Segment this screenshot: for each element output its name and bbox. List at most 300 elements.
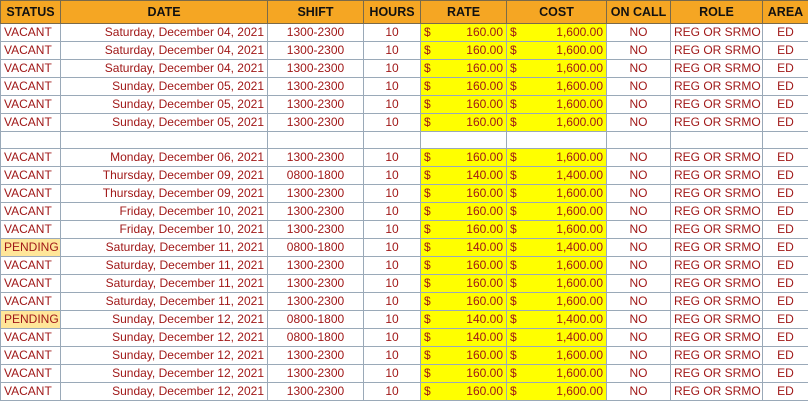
cell-shift[interactable]	[268, 132, 364, 149]
cost-amount: 1,400.00	[556, 240, 603, 254]
cell-role[interactable]: REG OR SRMO	[671, 185, 763, 203]
currency-symbol: $	[510, 115, 517, 129]
cell-cost[interactable]	[507, 257, 607, 275]
cell-shift[interactable]: 1300-2300	[268, 365, 364, 383]
rate-amount: 160.00	[466, 366, 503, 380]
cell-shift[interactable]: 1300-2300	[268, 347, 364, 365]
cell-cost[interactable]	[507, 78, 607, 96]
cell-cost[interactable]	[507, 149, 607, 167]
cost-amount: 1,600.00	[556, 276, 603, 290]
cell-role[interactable]: REG OR SRMO	[671, 383, 763, 401]
table-row	[1, 78, 808, 96]
currency-symbol: $	[424, 25, 431, 39]
cell-rate[interactable]	[421, 293, 507, 311]
cell-status[interactable]: VACANT	[1, 185, 61, 203]
currency-symbol: $	[510, 79, 517, 93]
header-area[interactable]: AREA	[763, 1, 808, 24]
rate-amount: 140.00	[466, 312, 503, 326]
cell-hours[interactable]: 10	[364, 167, 421, 185]
currency-symbol: $	[424, 150, 431, 164]
header-row	[1, 1, 808, 24]
table-row	[1, 114, 808, 132]
cell-rate[interactable]	[421, 257, 507, 275]
cell-on-call[interactable]: NO	[607, 203, 671, 221]
cell-area[interactable]: ED	[763, 329, 808, 347]
cell-area[interactable]: ED	[763, 24, 808, 42]
currency-symbol: $	[424, 61, 431, 75]
cell-rate[interactable]	[421, 239, 507, 257]
currency-symbol: $	[510, 186, 517, 200]
cell-shift[interactable]: 1300-2300	[268, 149, 364, 167]
cell-rate[interactable]	[421, 167, 507, 185]
cost-amount: 1,600.00	[556, 61, 603, 75]
cell-status[interactable]: VACANT	[1, 78, 61, 96]
currency-symbol: $	[510, 384, 517, 398]
cell-role[interactable]: REG OR SRMO	[671, 42, 763, 60]
cell-on-call[interactable]: NO	[607, 185, 671, 203]
cell-on-call[interactable]: NO	[607, 311, 671, 329]
cell-role[interactable]: REG OR SRMO	[671, 329, 763, 347]
cell-date[interactable]: Thursday, December 09, 2021	[61, 167, 268, 185]
table-row	[1, 257, 808, 275]
currency-symbol: $	[424, 222, 431, 236]
cell-date[interactable]: Sunday, December 05, 2021	[61, 78, 268, 96]
cell-status[interactable]: VACANT	[1, 203, 61, 221]
cell-area[interactable]: ED	[763, 96, 808, 114]
cell-status[interactable]: VACANT	[1, 329, 61, 347]
cell-rate[interactable]	[421, 132, 507, 149]
cell-hours[interactable]: 10	[364, 60, 421, 78]
currency-symbol: $	[510, 168, 517, 182]
cell-rate[interactable]	[421, 203, 507, 221]
cell-date[interactable]: Saturday, December 11, 2021	[61, 293, 268, 311]
cell-hours[interactable]: 10	[364, 185, 421, 203]
cell-on-call[interactable]: NO	[607, 347, 671, 365]
currency-symbol: $	[424, 115, 431, 129]
cell-status[interactable]: VACANT	[1, 221, 61, 239]
cell-status[interactable]: VACANT	[1, 347, 61, 365]
table-row	[1, 42, 808, 60]
table-row	[1, 167, 808, 185]
header-on-call[interactable]: ON CALL	[607, 1, 671, 24]
cell-hours[interactable]: 10	[364, 78, 421, 96]
table-row	[1, 365, 808, 383]
cell-on-call[interactable]: NO	[607, 167, 671, 185]
cell-rate[interactable]	[421, 96, 507, 114]
cell-cost[interactable]	[507, 24, 607, 42]
currency-symbol: $	[510, 240, 517, 254]
cost-amount: 1,600.00	[556, 348, 603, 362]
cell-rate[interactable]	[421, 347, 507, 365]
cell-rate[interactable]	[421, 60, 507, 78]
currency-symbol: $	[510, 43, 517, 57]
cell-shift[interactable]: 1300-2300	[268, 60, 364, 78]
cell-cost[interactable]	[507, 365, 607, 383]
cell-rate[interactable]	[421, 149, 507, 167]
header-cost[interactable]: COST	[507, 1, 607, 24]
cell-role[interactable]: REG OR SRMO	[671, 293, 763, 311]
cell-status[interactable]: VACANT	[1, 383, 61, 401]
table-row	[1, 329, 808, 347]
currency-symbol: $	[510, 97, 517, 111]
cell-status[interactable]: VACANT	[1, 293, 61, 311]
table-row	[1, 275, 808, 293]
cell-date[interactable]: Saturday, December 04, 2021	[61, 24, 268, 42]
cell-date[interactable]: Monday, December 06, 2021	[61, 149, 268, 167]
cell-cost[interactable]	[507, 132, 607, 149]
cell-date[interactable]: Sunday, December 12, 2021	[61, 347, 268, 365]
cell-role[interactable]	[671, 132, 763, 149]
cell-cost[interactable]	[507, 329, 607, 347]
cost-amount: 1,600.00	[556, 384, 603, 398]
cell-hours[interactable]: 10	[364, 24, 421, 42]
rate-amount: 160.00	[466, 43, 503, 57]
rate-amount: 160.00	[466, 222, 503, 236]
currency-symbol: $	[510, 258, 517, 272]
cell-cost[interactable]	[507, 311, 607, 329]
cost-amount: 1,600.00	[556, 204, 603, 218]
cell-role[interactable]: REG OR SRMO	[671, 60, 763, 78]
currency-symbol: $	[424, 204, 431, 218]
cell-date[interactable]	[61, 132, 268, 149]
cell-date[interactable]: Sunday, December 12, 2021	[61, 383, 268, 401]
cell-hours[interactable]: 10	[364, 203, 421, 221]
cell-hours[interactable]: 10	[364, 365, 421, 383]
cell-role[interactable]: REG OR SRMO	[671, 149, 763, 167]
cell-date[interactable]: Saturday, December 11, 2021	[61, 239, 268, 257]
cell-on-call[interactable]: NO	[607, 60, 671, 78]
cell-rate[interactable]	[421, 383, 507, 401]
header-status[interactable]: STATUS	[1, 1, 61, 24]
cell-on-call[interactable]: NO	[607, 149, 671, 167]
cell-status[interactable]: VACANT	[1, 167, 61, 185]
rate-amount: 160.00	[466, 384, 503, 398]
cell-area[interactable]: ED	[763, 347, 808, 365]
currency-symbol: $	[510, 25, 517, 39]
currency-symbol: $	[424, 97, 431, 111]
table-row	[1, 96, 808, 114]
cell-status[interactable]: VACANT	[1, 365, 61, 383]
cell-on-call[interactable]: NO	[607, 365, 671, 383]
cell-on-call[interactable]: NO	[607, 78, 671, 96]
cost-amount: 1,600.00	[556, 186, 603, 200]
table-row	[1, 293, 808, 311]
empty-row	[1, 132, 808, 149]
rate-amount: 140.00	[466, 240, 503, 254]
cell-date[interactable]: Sunday, December 05, 2021	[61, 96, 268, 114]
cell-shift[interactable]: 1300-2300	[268, 24, 364, 42]
cell-date[interactable]: Friday, December 10, 2021	[61, 221, 268, 239]
rate-amount: 160.00	[466, 97, 503, 111]
rate-amount: 140.00	[466, 330, 503, 344]
cell-rate[interactable]	[421, 42, 507, 60]
cell-shift[interactable]: 1300-2300	[268, 293, 364, 311]
cost-amount: 1,600.00	[556, 366, 603, 380]
cell-hours[interactable]: 10	[364, 347, 421, 365]
rate-amount: 160.00	[466, 186, 503, 200]
rate-amount: 160.00	[466, 61, 503, 75]
currency-symbol: $	[510, 348, 517, 362]
cell-status[interactable]: VACANT	[1, 275, 61, 293]
cell-rate[interactable]	[421, 114, 507, 132]
cell-rate[interactable]	[421, 311, 507, 329]
cell-area[interactable]: ED	[763, 221, 808, 239]
cell-hours[interactable]: 10	[364, 293, 421, 311]
cell-on-call[interactable]: NO	[607, 329, 671, 347]
cell-status[interactable]: VACANT	[1, 60, 61, 78]
cell-role[interactable]: REG OR SRMO	[671, 275, 763, 293]
cell-cost[interactable]	[507, 185, 607, 203]
cell-area[interactable]: ED	[763, 42, 808, 60]
cell-rate[interactable]	[421, 329, 507, 347]
currency-symbol: $	[510, 312, 517, 326]
cost-amount: 1,600.00	[556, 97, 603, 111]
cell-area[interactable]: ED	[763, 149, 808, 167]
currency-symbol: $	[510, 204, 517, 218]
cell-on-call[interactable]: NO	[607, 239, 671, 257]
cell-cost[interactable]	[507, 221, 607, 239]
cost-amount: 1,600.00	[556, 115, 603, 129]
cell-date[interactable]: Saturday, December 04, 2021	[61, 42, 268, 60]
rate-amount: 160.00	[466, 276, 503, 290]
cell-date[interactable]: Friday, December 10, 2021	[61, 203, 268, 221]
cell-role[interactable]: REG OR SRMO	[671, 221, 763, 239]
cell-hours[interactable]: 10	[364, 114, 421, 132]
currency-symbol: $	[424, 186, 431, 200]
rate-amount: 160.00	[466, 79, 503, 93]
currency-symbol: $	[424, 330, 431, 344]
rate-amount: 160.00	[466, 25, 503, 39]
cell-hours[interactable]: 10	[364, 383, 421, 401]
cell-shift[interactable]: 0800-1800	[268, 167, 364, 185]
cell-hours[interactable]: 10	[364, 329, 421, 347]
cell-area[interactable]: ED	[763, 275, 808, 293]
currency-symbol: $	[424, 312, 431, 326]
cell-cost[interactable]	[507, 167, 607, 185]
cost-amount: 1,600.00	[556, 43, 603, 57]
cell-area[interactable]	[763, 132, 808, 149]
cell-rate[interactable]	[421, 275, 507, 293]
cell-status[interactable]: VACANT	[1, 257, 61, 275]
table-row	[1, 239, 808, 257]
cell-area[interactable]: ED	[763, 203, 808, 221]
cell-shift[interactable]: 1300-2300	[268, 96, 364, 114]
currency-symbol: $	[424, 258, 431, 272]
currency-symbol: $	[424, 294, 431, 308]
cell-shift[interactable]: 1300-2300	[268, 78, 364, 96]
cost-amount: 1,400.00	[556, 312, 603, 326]
cell-date[interactable]: Saturday, December 11, 2021	[61, 275, 268, 293]
cell-status[interactable]	[1, 132, 61, 149]
cell-date[interactable]: Sunday, December 12, 2021	[61, 365, 268, 383]
table-row	[1, 383, 808, 401]
cell-shift[interactable]: 1300-2300	[268, 383, 364, 401]
cell-hours[interactable]: 10	[364, 221, 421, 239]
table-row	[1, 203, 808, 221]
currency-symbol: $	[510, 61, 517, 75]
cell-status[interactable]: PENDING	[1, 239, 61, 257]
cell-hours[interactable]: 10	[364, 149, 421, 167]
cell-role[interactable]: REG OR SRMO	[671, 203, 763, 221]
cell-shift[interactable]: 1300-2300	[268, 275, 364, 293]
cell-date[interactable]: Saturday, December 11, 2021	[61, 257, 268, 275]
cost-amount: 1,600.00	[556, 294, 603, 308]
cell-cost[interactable]	[507, 293, 607, 311]
table-row	[1, 60, 808, 78]
cost-amount: 1,400.00	[556, 330, 603, 344]
currency-symbol: $	[510, 330, 517, 344]
cell-rate[interactable]	[421, 365, 507, 383]
cell-cost[interactable]	[507, 239, 607, 257]
cell-hours[interactable]: 10	[364, 96, 421, 114]
table-row	[1, 311, 808, 329]
currency-symbol: $	[424, 276, 431, 290]
cell-cost[interactable]	[507, 347, 607, 365]
cell-on-call[interactable]: NO	[607, 257, 671, 275]
cell-on-call[interactable]: NO	[607, 221, 671, 239]
cell-shift[interactable]: 0800-1800	[268, 239, 364, 257]
cell-hours[interactable]: 10	[364, 275, 421, 293]
cell-area[interactable]: ED	[763, 239, 808, 257]
cell-area[interactable]: ED	[763, 293, 808, 311]
cell-role[interactable]: REG OR SRMO	[671, 96, 763, 114]
cell-date[interactable]: Sunday, December 12, 2021	[61, 311, 268, 329]
cell-rate[interactable]	[421, 78, 507, 96]
cell-hours[interactable]: 10	[364, 239, 421, 257]
cell-cost[interactable]	[507, 96, 607, 114]
cost-amount: 1,600.00	[556, 150, 603, 164]
currency-symbol: $	[424, 366, 431, 380]
cell-date[interactable]: Sunday, December 12, 2021	[61, 329, 268, 347]
header-shift[interactable]: SHIFT	[268, 1, 364, 24]
cell-on-call[interactable]: NO	[607, 293, 671, 311]
currency-symbol: $	[424, 348, 431, 362]
table-row	[1, 347, 808, 365]
cost-amount: 1,600.00	[556, 25, 603, 39]
cell-area[interactable]: ED	[763, 185, 808, 203]
cost-amount: 1,600.00	[556, 79, 603, 93]
cell-date[interactable]: Thursday, December 09, 2021	[61, 185, 268, 203]
cell-area[interactable]: ED	[763, 78, 808, 96]
cell-on-call[interactable]: NO	[607, 275, 671, 293]
cell-shift[interactable]: 0800-1800	[268, 329, 364, 347]
cell-hours[interactable]	[364, 132, 421, 149]
cell-shift[interactable]: 1300-2300	[268, 185, 364, 203]
cell-on-call[interactable]: NO	[607, 96, 671, 114]
table-row	[1, 149, 808, 167]
cell-status[interactable]: VACANT	[1, 114, 61, 132]
cell-cost[interactable]	[507, 114, 607, 132]
header-role[interactable]: ROLE	[671, 1, 763, 24]
rate-amount: 160.00	[466, 204, 503, 218]
cell-status[interactable]: VACANT	[1, 149, 61, 167]
cell-area[interactable]: ED	[763, 311, 808, 329]
cell-rate[interactable]	[421, 221, 507, 239]
cell-on-call[interactable]: NO	[607, 114, 671, 132]
cell-cost[interactable]	[507, 203, 607, 221]
cell-on-call[interactable]: NO	[607, 24, 671, 42]
currency-symbol: $	[510, 276, 517, 290]
currency-symbol: $	[424, 384, 431, 398]
cell-rate[interactable]	[421, 24, 507, 42]
rate-amount: 160.00	[466, 258, 503, 272]
cell-rate[interactable]	[421, 185, 507, 203]
table-row	[1, 24, 808, 42]
rate-amount: 140.00	[466, 168, 503, 182]
cell-status[interactable]: VACANT	[1, 42, 61, 60]
cell-role[interactable]: REG OR SRMO	[671, 347, 763, 365]
cell-role[interactable]: REG OR SRMO	[671, 114, 763, 132]
cell-shift[interactable]: 1300-2300	[268, 203, 364, 221]
header-rate[interactable]: RATE	[421, 1, 507, 24]
currency-symbol: $	[510, 150, 517, 164]
cell-area[interactable]: ED	[763, 257, 808, 275]
cell-on-call[interactable]: NO	[607, 383, 671, 401]
currency-symbol: $	[424, 79, 431, 93]
cell-hours[interactable]: 10	[364, 257, 421, 275]
cell-role[interactable]: REG OR SRMO	[671, 311, 763, 329]
cell-area[interactable]: ED	[763, 114, 808, 132]
cell-date[interactable]: Sunday, December 05, 2021	[61, 114, 268, 132]
currency-symbol: $	[424, 43, 431, 57]
cell-status[interactable]: VACANT	[1, 24, 61, 42]
cell-date[interactable]: Saturday, December 04, 2021	[61, 60, 268, 78]
cell-shift[interactable]: 1300-2300	[268, 114, 364, 132]
rate-amount: 160.00	[466, 115, 503, 129]
cell-hours[interactable]: 10	[364, 311, 421, 329]
cell-cost[interactable]	[507, 60, 607, 78]
cell-area[interactable]: ED	[763, 383, 808, 401]
cell-role[interactable]: REG OR SRMO	[671, 78, 763, 96]
rate-amount: 160.00	[466, 348, 503, 362]
cell-status[interactable]: PENDING	[1, 311, 61, 329]
cost-amount: 1,400.00	[556, 168, 603, 182]
cost-amount: 1,600.00	[556, 222, 603, 236]
cell-hours[interactable]: 10	[364, 42, 421, 60]
currency-symbol: $	[510, 222, 517, 236]
currency-symbol: $	[510, 294, 517, 308]
cell-role[interactable]: REG OR SRMO	[671, 257, 763, 275]
currency-symbol: $	[424, 168, 431, 182]
cell-area[interactable]: ED	[763, 365, 808, 383]
table-row	[1, 185, 808, 203]
cost-amount: 1,600.00	[556, 258, 603, 272]
header-date[interactable]: DATE	[61, 1, 268, 24]
cell-role[interactable]: REG OR SRMO	[671, 24, 763, 42]
table-body	[1, 24, 808, 401]
cell-role[interactable]: REG OR SRMO	[671, 365, 763, 383]
cell-shift[interactable]: 1300-2300	[268, 257, 364, 275]
table-row	[1, 221, 808, 239]
currency-symbol: $	[510, 366, 517, 380]
cell-cost[interactable]	[507, 383, 607, 401]
cell-on-call[interactable]	[607, 132, 671, 149]
rate-amount: 160.00	[466, 150, 503, 164]
cell-shift[interactable]: 0800-1800	[268, 311, 364, 329]
cell-area[interactable]: ED	[763, 167, 808, 185]
cell-area[interactable]: ED	[763, 60, 808, 78]
cell-shift[interactable]: 1300-2300	[268, 221, 364, 239]
cell-role[interactable]: REG OR SRMO	[671, 167, 763, 185]
cell-cost[interactable]	[507, 42, 607, 60]
cell-shift[interactable]: 1300-2300	[268, 42, 364, 60]
currency-symbol: $	[424, 240, 431, 254]
cell-cost[interactable]	[507, 275, 607, 293]
header-hours[interactable]: HOURS	[364, 1, 421, 24]
cell-role[interactable]: REG OR SRMO	[671, 239, 763, 257]
cell-status[interactable]: VACANT	[1, 96, 61, 114]
cell-on-call[interactable]: NO	[607, 42, 671, 60]
